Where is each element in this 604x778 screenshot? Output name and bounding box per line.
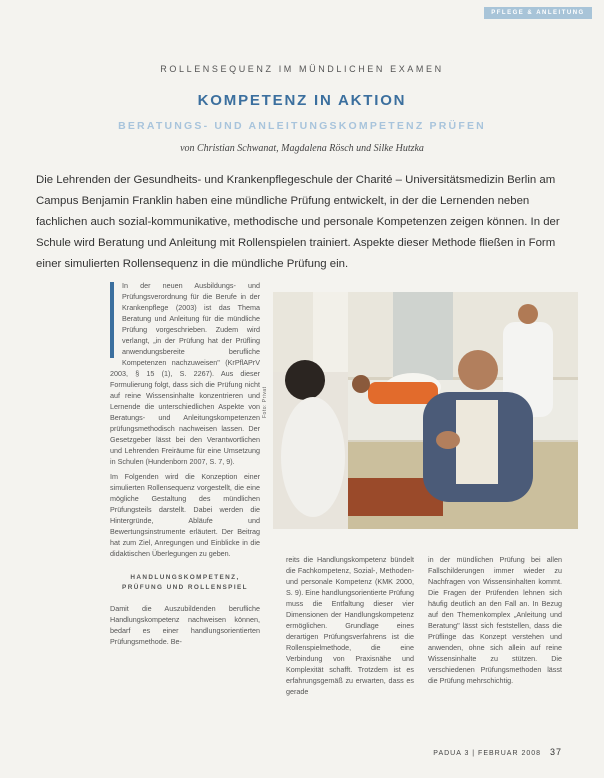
body-paragraph: Damit die Auszubildenden berufliche Handlungskompetenz nachweisen können, bedarf es einer handlungsorientierten Prüfungsmethode. Be- [110,604,260,646]
drop-bar-decoration [110,282,114,358]
body-paragraph: In der neuen Ausbildungs- und Prüfungsverordnung für die Berufe in der Krankenpflege (2003) ist das Thema Beratung und Anleitung für die mündliche Prüfung vorgeschrieben. Zudem wird verlangt, „in der Prüfung hat der Prüfling anwendungsbereite berufliche Kompetenzen nachzuweisen" (KrPflAPrV 2003, § 15 (1), S. 2267). Aus dieser Formulierung folgt, dass sich die Prüfung nicht auf reine Wissensinhalte konzentrieren und Lernende die unterschiedlichen Aspekte von Beratungs- und Anleitungskompetenzen prüfungsmethodisch nachweisen lassen. Der Gesetzgeber lässt bei den Verantwortlichen und Lehrenden Freiräume für eine Umsetzung in Schulen (Hundenborn 2007, S. 7, 9). [110,281,260,466]
article-title: KOMPETENZ IN AKTION [197,92,407,109]
article-subtitle: BERATUNGS- UND ANLEITUNGSKOMPETENZ PRÜFEN [118,120,486,132]
photo-credit: Foto: Privat [262,386,268,418]
article-authors: von Christian Schwanat, Magdalena Rösch und Silke Hutzka [180,143,424,154]
lead-paragraph: Die Lehrenden der Gesundheits- und Krankenpflegeschule der Charité – Universitätsmedizin Berlin am Campus Benjamin Franklin haben eine mündliche Prüfung entwickelt, in der die Lernenden neben fachlichen auch sozial-kommunikative, methodische und personale Kompetenzen zeigen können. In der Schule wird Beratung und Anleitung mit Rollenspielen trainiert. Aspekte dieser Methode fließen in Form einer simulierten Rollensequenz in die mündliche Prüfung ein. [36,174,560,270]
page-footer [433,747,562,757]
body-paragraph: Im Folgenden wird die Konzeption einer simulierten Rollensequenz vorgestellt, die eine mögliche Gestaltung des mündlichen Prüfungsteils darstellt. Dabei werden die Hintergründe, Abläufe und Bewertungsinstrumente erläutert. Der Beitrag hat zum Ziel, Anregungen und Einblicke in die didaktischen Überlegungen zu geben. [110,472,260,558]
section-heading: HANDLUNGSKOMPETENZ, PRÜFUNG UND ROLLENSPIEL [122,574,248,591]
body-column-2: reits die Handlungskompetenz bündelt die Fachkompetenz, Sozial-, Methoden- und personale Kompetenz (KMK 2000, S. 9). Eine handlungsorientierte Prüfung muss die Entfaltung dieser vier Dimensionen der Handlungskompetenz ermöglichen. Grundlage eines derartigen Prüfungsverfahrens ist die Rollenspielmethode, die eine Verbindung von Praxisnähe und Komplexität schafft. Trotzdem ist es erfahrungsgemäß zu erwarten, dass es gerade [286,555,414,696]
journal-issue: PADUA 3 | FEBRUAR 2008 [433,750,542,757]
body-column-1 [110,280,260,651]
page-number: 37 [549,747,562,757]
section-rubric-badge: PFLEGE & ANLEITUNG [484,7,592,19]
article-photo [273,292,578,529]
photo-scene-illustration [273,292,578,529]
article-kicker: ROLLENSEQUENZ IM MÜNDLICHEN EXAMEN [160,64,444,74]
body-column-3: in der mündlichen Prüfung bei allen Fallschilderungen immer wieder zu Nachfragen von Wissensinhalten kommt. Die Fragen der Prüfenden lehnen sich häufig deutlich an den Fall an. In Bezug auf den Themenkomplex „Anleitung und Beratung" lässt sich feststellen, dass die Prüflinge das Konzept verstehen und anwenden, ohne sich allein auf reine Wissensinhalte zu stützen. Die verschiedenen Prüfungsmethoden lässt die Prüfung mehrschichtig. [428,555,562,685]
